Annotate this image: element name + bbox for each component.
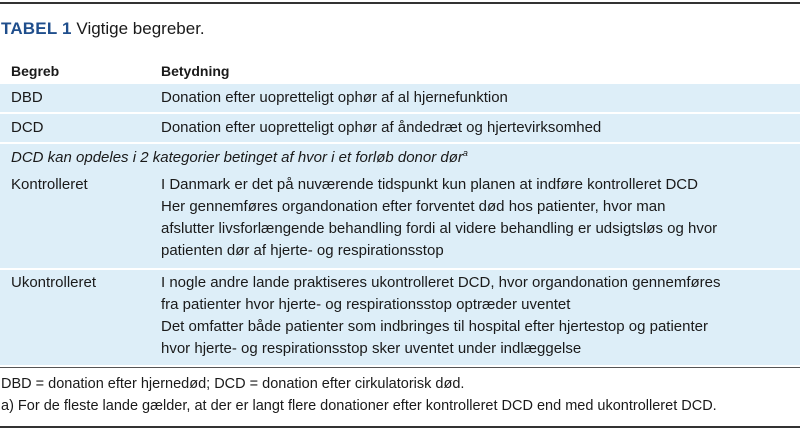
definition-line: I Danmark er det på nuværende tidspunkt kun planen at indføre kontrolleret DCD bbox=[161, 176, 698, 193]
term-dcd: DCD bbox=[11, 119, 44, 136]
table-row-ukontrolleret bbox=[0, 270, 800, 365]
footnote-abbreviations: DBD = donation efter hjernedød; DCD = donation efter cirkulatorisk død. bbox=[1, 376, 465, 392]
definition-line: I nogle andre lande praktiseres ukontrolleret DCD, hvor organdonation gennemføres bbox=[161, 274, 721, 291]
table-footnotes bbox=[1, 373, 717, 417]
footnote-a: a) For de fleste lande gælder, at der er langt flere donationer efter kontrolleret DCD end med ukontrolleret DCD. bbox=[1, 398, 717, 414]
concepts-table bbox=[0, 56, 800, 365]
footnote-marker: a bbox=[462, 148, 468, 158]
definition-line: Donation efter uopretteligt ophør af al hjernefunktion bbox=[161, 89, 508, 106]
definition-line: Her gennemføres organdonation efter forventet død hos patienter, hvor man bbox=[161, 198, 666, 215]
table-row-dbd bbox=[0, 84, 800, 112]
table-row-kontrolleret bbox=[0, 172, 800, 268]
term-ukontrolleret: Ukontrolleret bbox=[11, 274, 97, 291]
definition-kontrolleret bbox=[161, 174, 796, 262]
table-header-row bbox=[0, 56, 800, 84]
definition-line: fra patienter hvor hjerte- og respirationsstop optræder uventet bbox=[161, 296, 571, 313]
top-rule bbox=[0, 2, 800, 4]
subheading-label: DCD kan opdeles i 2 kategorier betinget af hvor i et forløb donor dør bbox=[11, 149, 463, 166]
header-term: Begreb bbox=[11, 63, 60, 79]
table-bottom-rule bbox=[0, 367, 800, 368]
definition-line: Det omfatter både patienter som indbringes til hospital efter hjertestop og patienter bbox=[161, 318, 708, 335]
definition-line: afslutter livsforlængende behandling fordi al videre behandling er udsigtsløs og hvor bbox=[161, 220, 718, 237]
definition-line: patienten dør af hjerte- og respirationsstop bbox=[161, 242, 444, 259]
table-row-dcd bbox=[0, 114, 800, 142]
definition-dcd bbox=[161, 117, 796, 139]
bottom-rule bbox=[0, 426, 800, 428]
definition-ukontrolleret bbox=[161, 272, 796, 360]
definition-line: hvor hjerte- og respirationsstop sker uventet under indlæggelse bbox=[161, 340, 582, 357]
table-caption bbox=[1, 19, 205, 39]
definition-line: Donation efter uopretteligt ophør af åndedræt og hjertevirksomhed bbox=[161, 119, 602, 136]
table-caption-label: TABEL 1 bbox=[1, 19, 72, 38]
term-dbd: DBD bbox=[11, 89, 43, 106]
definition-dbd bbox=[161, 87, 796, 109]
term-kontrolleret: Kontrolleret bbox=[11, 176, 88, 193]
table-subheading-row bbox=[0, 144, 800, 172]
header-definition: Betydning bbox=[161, 63, 230, 79]
subheading-text bbox=[11, 147, 468, 169]
table-caption-text: Vigtige begreber. bbox=[76, 19, 205, 38]
